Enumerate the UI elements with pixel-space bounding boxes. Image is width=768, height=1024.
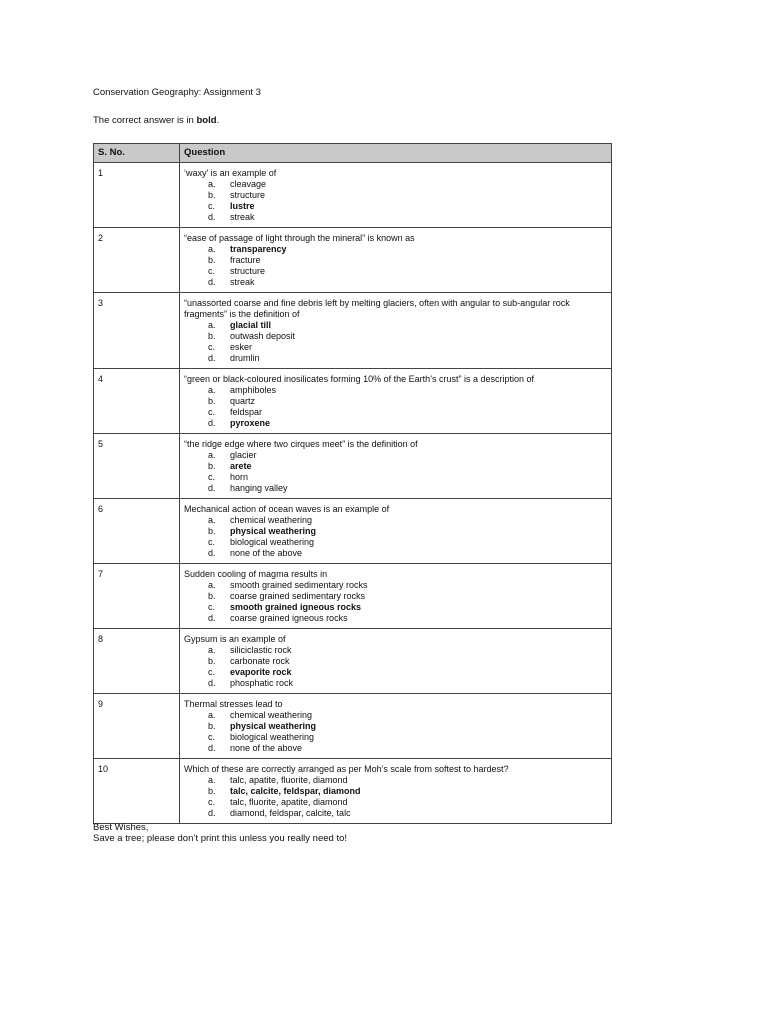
note-prefix: The correct answer is in [93, 115, 197, 126]
answer-option [184, 331, 607, 342]
option-letter: d. [208, 678, 216, 688]
option-letter: d. [208, 808, 216, 818]
option-letter: b. [208, 396, 216, 406]
option-text: horn [230, 472, 249, 482]
answer-option [184, 613, 607, 624]
option-text: drumlin [230, 353, 260, 363]
answer-option [184, 450, 607, 461]
option-text: smooth grained sedimentary rocks [230, 580, 368, 590]
question-cell [180, 434, 612, 499]
table-row [94, 694, 612, 759]
option-letter: c. [208, 732, 216, 742]
note-bold-word: bold [196, 115, 217, 126]
answer-option [184, 472, 607, 483]
answer-option [184, 255, 607, 266]
question-cell [180, 293, 612, 369]
answer-option [184, 710, 607, 721]
answer-option-correct [184, 526, 607, 537]
question-cell [180, 163, 612, 228]
option-letter: d. [208, 212, 216, 222]
answer-option-correct [184, 602, 607, 613]
answer-option [184, 537, 607, 548]
option-letter: b. [208, 656, 216, 666]
option-text: pyroxene [230, 418, 271, 428]
option-text: talc, apatite, fluorite, diamond [230, 775, 348, 785]
option-letter: c. [208, 201, 216, 211]
answer-options [184, 320, 607, 364]
question-text: Sudden cooling of magma results in [184, 569, 328, 579]
questions-body [94, 163, 612, 824]
answer-option-correct [184, 244, 607, 255]
option-letter: a. [208, 580, 216, 590]
table-row [94, 434, 612, 499]
option-text: talc, calcite, feldspar, diamond [230, 786, 361, 796]
table-row [94, 293, 612, 369]
question-cell [180, 694, 612, 759]
option-text: lustre [230, 201, 255, 211]
option-text: outwash deposit [230, 331, 296, 341]
table-header-row [94, 144, 612, 163]
answer-option [184, 515, 607, 526]
option-text: diamond, feldspar, calcite, talc [230, 808, 351, 818]
question-number: 3 [94, 293, 180, 369]
answer-key-note [93, 115, 219, 126]
option-letter: d. [208, 353, 216, 363]
option-letter: d. [208, 277, 216, 287]
question-cell [180, 369, 612, 434]
note-suffix: . [216, 115, 220, 126]
answer-option-correct [184, 418, 607, 429]
option-text: amphiboles [230, 385, 277, 395]
option-letter: d. [208, 418, 216, 428]
option-letter: b. [208, 786, 216, 796]
question-text: “ease of passage of light through the mineral” is known as [184, 233, 415, 243]
question-text: Thermal stresses lead to [184, 699, 283, 709]
option-letter: a. [208, 515, 216, 525]
option-letter: b. [208, 331, 216, 341]
answer-option [184, 212, 607, 223]
option-text: coarse grained sedimentary rocks [230, 591, 366, 601]
answer-option-correct [184, 667, 607, 678]
option-text: biological weathering [230, 537, 315, 547]
option-letter: d. [208, 743, 216, 753]
option-letter: b. [208, 526, 216, 536]
option-text: cleavage [230, 179, 267, 189]
option-text: chemical weathering [230, 515, 313, 525]
option-letter: c. [208, 266, 216, 276]
answer-option [184, 645, 607, 656]
option-letter: d. [208, 483, 216, 493]
table-row [94, 369, 612, 434]
table-row [94, 163, 612, 228]
question-text: “unassorted coarse and fine debris left by melting glaciers, often with angular to sub-angular rock fragments” is the definition of [184, 298, 570, 319]
option-letter: c. [208, 667, 216, 677]
question-number: 4 [94, 369, 180, 434]
option-text: glacial till [230, 320, 272, 330]
answer-option [184, 277, 607, 288]
option-text: physical weathering [230, 526, 317, 536]
option-text: streak [230, 212, 255, 222]
option-text: structure [230, 190, 266, 200]
option-text: transparency [230, 244, 287, 254]
question-number: 7 [94, 564, 180, 629]
answer-option [184, 591, 607, 602]
option-letter: c. [208, 472, 216, 482]
option-text: siliciclastic rock [230, 645, 292, 655]
question-cell [180, 564, 612, 629]
answer-options [184, 710, 607, 754]
answer-option [184, 407, 607, 418]
option-text: hanging valley [230, 483, 288, 493]
answer-option-correct [184, 721, 607, 732]
option-text: streak [230, 277, 255, 287]
option-letter: b. [208, 190, 216, 200]
option-text: structure [230, 266, 266, 276]
option-letter: c. [208, 602, 216, 612]
option-letter: d. [208, 548, 216, 558]
option-letter: a. [208, 320, 216, 330]
answer-option [184, 548, 607, 559]
answer-option [184, 732, 607, 743]
header-serial-number: S. No. [94, 144, 180, 163]
answer-options [184, 385, 607, 429]
question-cell [180, 629, 612, 694]
answer-option [184, 190, 607, 201]
option-text: arete [230, 461, 252, 471]
footer-print-note: Save a tree; please don’t print this unless you really need to! [93, 833, 348, 844]
option-letter: a. [208, 710, 216, 720]
option-text: biological weathering [230, 732, 315, 742]
option-text: coarse grained igneous rocks [230, 613, 348, 623]
answer-option [184, 266, 607, 277]
option-text: feldspar [230, 407, 263, 417]
answer-options [184, 515, 607, 559]
answer-options [184, 450, 607, 494]
option-text: glacier [230, 450, 257, 460]
footer [93, 822, 347, 844]
option-letter: a. [208, 645, 216, 655]
option-letter: a. [208, 179, 216, 189]
option-text: none of the above [230, 743, 303, 753]
option-letter: d. [208, 613, 216, 623]
option-letter: b. [208, 461, 216, 471]
document-title: Conservation Geography: Assignment 3 [93, 87, 261, 98]
question-number: 5 [94, 434, 180, 499]
question-text: ‘waxy’ is an example of [184, 168, 277, 178]
question-number: 1 [94, 163, 180, 228]
option-letter: a. [208, 244, 216, 254]
option-text: none of the above [230, 548, 303, 558]
table-row [94, 759, 612, 824]
answer-option [184, 808, 607, 819]
answer-option [184, 483, 607, 494]
option-letter: c. [208, 797, 216, 807]
question-number: 6 [94, 499, 180, 564]
question-number: 10 [94, 759, 180, 824]
answer-option-correct [184, 201, 607, 212]
answer-option [184, 743, 607, 754]
header-question: Question [180, 144, 612, 163]
option-letter: b. [208, 255, 216, 265]
question-number: 9 [94, 694, 180, 759]
answer-option-correct [184, 461, 607, 472]
option-letter: a. [208, 450, 216, 460]
table-row [94, 629, 612, 694]
table-row [94, 564, 612, 629]
option-text: smooth grained igneous rocks [230, 602, 362, 612]
option-letter: c. [208, 407, 216, 417]
answer-option [184, 179, 607, 190]
question-cell [180, 759, 612, 824]
answer-options [184, 645, 607, 689]
answer-options [184, 580, 607, 624]
answer-option [184, 797, 607, 808]
answer-option [184, 678, 607, 689]
table-row [94, 228, 612, 293]
answer-option-correct [184, 786, 607, 797]
answer-option [184, 656, 607, 667]
question-text: Which of these are correctly arranged as per Moh’s scale from softest to hardest? [184, 764, 509, 774]
option-letter: a. [208, 385, 216, 395]
question-text: “the ridge edge where two cirques meet” is the definition of [184, 439, 418, 449]
answer-options [184, 244, 607, 288]
question-number: 8 [94, 629, 180, 694]
question-text: “green or black-coloured inosilicates forming 10% of the Earth’s crust” is a description of [184, 374, 534, 384]
answer-option [184, 775, 607, 786]
answer-option [184, 353, 607, 364]
option-letter: c. [208, 537, 216, 547]
answer-options [184, 179, 607, 223]
answer-options [184, 775, 607, 819]
option-text: phosphatic rock [230, 678, 294, 688]
option-text: physical weathering [230, 721, 317, 731]
footer-sign-off: Best Wishes, [93, 822, 149, 833]
question-text: Gypsum is an example of [184, 634, 286, 644]
option-text: carbonate rock [230, 656, 290, 666]
option-text: fracture [230, 255, 261, 265]
option-letter: b. [208, 721, 216, 731]
questions-table [93, 143, 612, 824]
option-text: esker [230, 342, 253, 352]
answer-option [184, 342, 607, 353]
option-text: talc, fluorite, apatite, diamond [230, 797, 348, 807]
option-letter: c. [208, 342, 216, 352]
answer-option [184, 385, 607, 396]
option-text: quartz [230, 396, 256, 406]
option-text: evaporite rock [230, 667, 292, 677]
option-letter: b. [208, 591, 216, 601]
answer-option [184, 396, 607, 407]
option-text: chemical weathering [230, 710, 313, 720]
answer-option-correct [184, 320, 607, 331]
answer-option [184, 580, 607, 591]
question-number: 2 [94, 228, 180, 293]
question-cell [180, 228, 612, 293]
table-row [94, 499, 612, 564]
option-letter: a. [208, 775, 216, 785]
question-cell [180, 499, 612, 564]
question-text: Mechanical action of ocean waves is an example of [184, 504, 390, 514]
